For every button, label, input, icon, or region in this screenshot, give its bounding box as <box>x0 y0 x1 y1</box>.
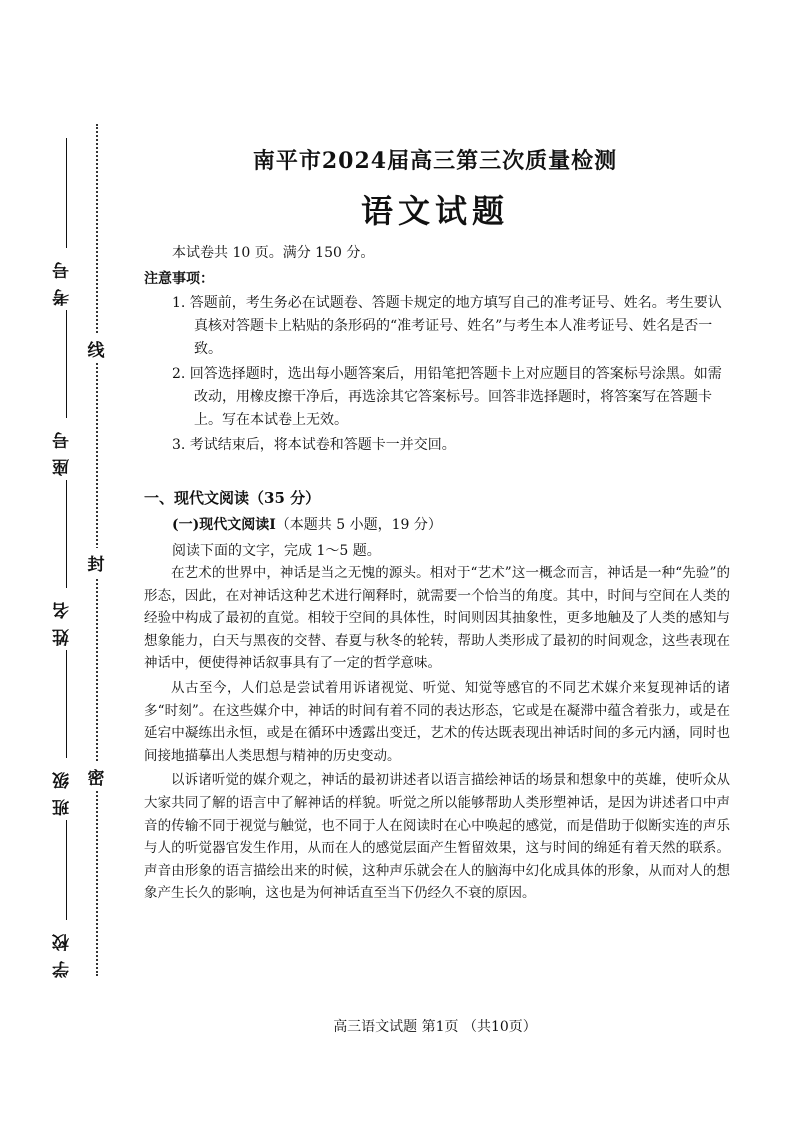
binding-margin <box>0 0 120 1123</box>
reading-instruction: 阅读下面的文字，完成 1～5 题。 <box>172 543 381 559</box>
notice-item: 3. 考试结束后，将本试卷和答题卡一并交回。 <box>172 437 456 453</box>
subsection-note: （本题共 5 小题，19 分） <box>275 517 442 533</box>
field-label-exam-number: 考号 <box>50 248 82 310</box>
subsection-title: (一)现代文阅读Ⅰ <box>172 517 276 533</box>
subject-title: 语文试题 <box>360 192 509 230</box>
seal-char-line: 线 <box>84 334 108 363</box>
passage-paragraph: 在艺术的世界中，神话是当之无愧的源头。相对于“艺术”这一概念而言，神话是一种“先验”的形态，因此，在对神话这种艺术进行阐释时，就需要一个恰当的角度。其中，时间与空间在人类的经验中构成了最初的直觉。相较于空间的具体性，时间则因其抽象性，更多地触及了人类的感知与想象能力，白天与黑夜的交替、春夏与秋冬的轮转，帮助人类形成了最初的时间观念，这些表现在神话中，便使得神话叙事具有了一定的哲学意味。 <box>144 565 730 672</box>
subsection-heading <box>172 514 442 534</box>
seal-char-secret: 密 <box>84 762 108 791</box>
notice-list <box>172 292 732 459</box>
field-label-class: 班级 <box>50 758 82 820</box>
passage-paragraph: 以诉诸听觉的媒介观之，神话的最初讲述者以语言描绘神话的场景和想象中的英雄，使听众从大家共同了解的语言中了解神话的样貌。听觉之所以能够帮助人类形塑神话，是因为讲述者口中声音的传输不同于视觉与触觉，也不同于人在阅读时在心中唤起的感觉，而是借助于似断实连的声乐与人的听觉器官发生作用，从而在人的感觉层面产生暂留效果，这与时间的绵延有着天然的联系。声音由形象的语言描绘出来的时候，这种声乐就会在人的脑海中幻化成具体的形象，从而对人的想象产生长久的影响，这也是为何神话直至当下仍经久不衰的原因。 <box>144 772 730 902</box>
reading-passage <box>144 562 730 907</box>
field-label-school: 学校 <box>50 920 82 982</box>
page-footer: 高三语文试题 第1页 （共10页） <box>333 1019 537 1035</box>
exam-title: 南平市2024届高三第三次质量检测 <box>252 148 618 174</box>
paper-intro: 本试卷共 10 页。满分 150 分。 <box>172 245 375 261</box>
notice-heading: 注意事项： <box>144 271 214 287</box>
field-label-name: 姓名 <box>50 588 82 650</box>
field-label-seat-number: 座号 <box>50 418 82 480</box>
notice-item: 1. 答题前，考生务必在试题卷、答题卡规定的地方填写自己的准考证号、姓名。考生要认真核对答题卡上粘贴的条形码的“准考证号、姓名”与考生本人准考证号、姓名是否一致。 <box>172 295 722 357</box>
notice-item: 2. 回答选择题时，选出每小题答案后，用铅笔把答题卡上对应题目的答案标号涂黑。如需改动，用橡皮擦干净后，再选涂其它答案标号。回答非选择题时，将答案写在答题卡上。写在本试卷上无效。 <box>172 366 722 428</box>
section-heading: 一、现代文阅读（35 分） <box>144 489 321 507</box>
passage-paragraph: 从古至今，人们总是尝试着用诉诸视觉、听觉、知觉等感官的不同艺术媒介来复现神话的诸多“时刻”。在这些媒介中，神话的时间有着不同的表达形态，它或是在凝滞中蕴含着张力，或是在延宕中凝练出永恒，或是在循环中透露出变迁，艺术的传达既表现出神话时间的多元内涵，同时也间接地描摹出人类思想与精神的历史变动。 <box>144 679 730 764</box>
seal-char-seal: 封 <box>84 548 108 577</box>
